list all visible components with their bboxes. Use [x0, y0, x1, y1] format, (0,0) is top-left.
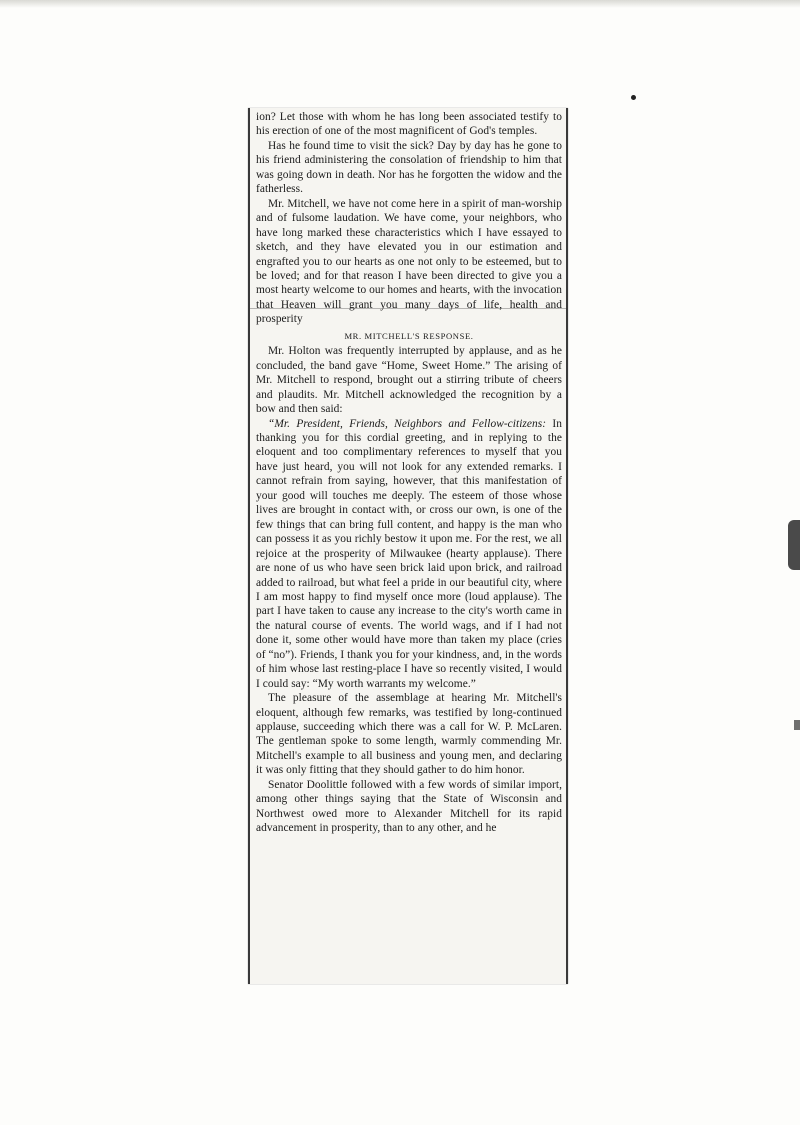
- clipping-right-rule: [566, 108, 568, 984]
- closing-paragraph-0: The pleasure of the assemblage at hearing Mr. Mitchell's eloquent, although few remarks, was testified by long-continued applause, succeeding which there was a call for W. P. McLaren. The gentleman spoke to some length, warmly commending Mr. Mitchell's example to all business and young men, and declaring it was only fitting that they should gather to do him honor.: [256, 692, 562, 777]
- article-column: [256, 110, 562, 836]
- response-paragraph-0: Mr. Holton was frequently interrupted by applause, and as he concluded, the band gave “Home, Sweet Home.” The arising of Mr. Mitchell to respond, brought out a stirring tribute of cheers and plaudits. Mr. Mitchell acknowledged the recognition by a bow and then said:: [256, 345, 562, 416]
- speech-text: In thanking you for this cordial greeting, and in replying to the eloquent and too complimentary references to myself that you have just heard, you will not look for any extended remarks. I cannot refrain from saying, however, that this manifestation of your good will touches me deeply. The esteem of those whose lives are brought in contact with, or cross our own, is one of the few things that can bring full content, and happy is the man who can possess it as you richly bestow it upon me. For the rest, we all rejoice at the prosperity of Milwaukee (hearty applause). There are none of us who have seen brick laid upon brick, and railroad added to railroad, but what feel a pride in our beautiful city, where I am most happy to find myself once more (loud applause). The part I have taken to cause any increase to the city's worth came in the natural course of events. The world wags, and if I had not done it, some other would have more than taken my place (cries of “no”). Friends, I thank you for your kindness, and, in the words of him whose last resting-place I have so recently visited, I would I could say: “My worth warrants my welcome.”: [256, 417, 562, 690]
- ink-dot: [631, 95, 636, 100]
- section-heading: MR. MITCHELL'S RESPONSE.: [344, 330, 474, 341]
- speech-paragraph: [256, 417, 562, 692]
- scan-edge-shadow: [0, 0, 800, 8]
- speech-salutation: “Mr. President, Friends, Neighbors and Fellow-citizens:: [268, 417, 547, 430]
- binding-mark-small: [794, 720, 800, 730]
- paragraph-0: ion? Let those with whom he has long been associated testify to his erection of one of the most magnificent of God's temples.: [256, 111, 562, 138]
- binding-mark: [788, 520, 800, 570]
- newspaper-clipping: [248, 108, 568, 984]
- clipping-fold-line: [248, 308, 568, 309]
- closing-paragraph-1: Senator Doolittle followed with a few words of similar import, among other things saying that the State of Wisconsin and Northwest owed more to Alexander Mitchell for its rapid advancement in prosperity, than to any other, and he: [256, 778, 562, 835]
- paragraph-1: Has he found time to visit the sick? Day by day has he gone to his friend administering the consolation of friendship to him that was going down in death. Nor has he forgotten the widow and the fatherless.: [256, 139, 562, 196]
- paragraph-2: Mr. Mitchell, we have not come here in a spirit of man-worship and of fulsome laudation. We have come, your neighbors, who have long marked these characteristics which I have essayed to sketch, and they have elevated you in our estimation and engrafted you to our hearts as one not only to be esteemed, but to be loved; and for that reason I have been directed to give you a most hearty welcome to our homes and hearts, with the invocation that Heaven will grant you many days of life, health and prosperity: [256, 197, 562, 326]
- clipping-left-rule: [248, 108, 250, 984]
